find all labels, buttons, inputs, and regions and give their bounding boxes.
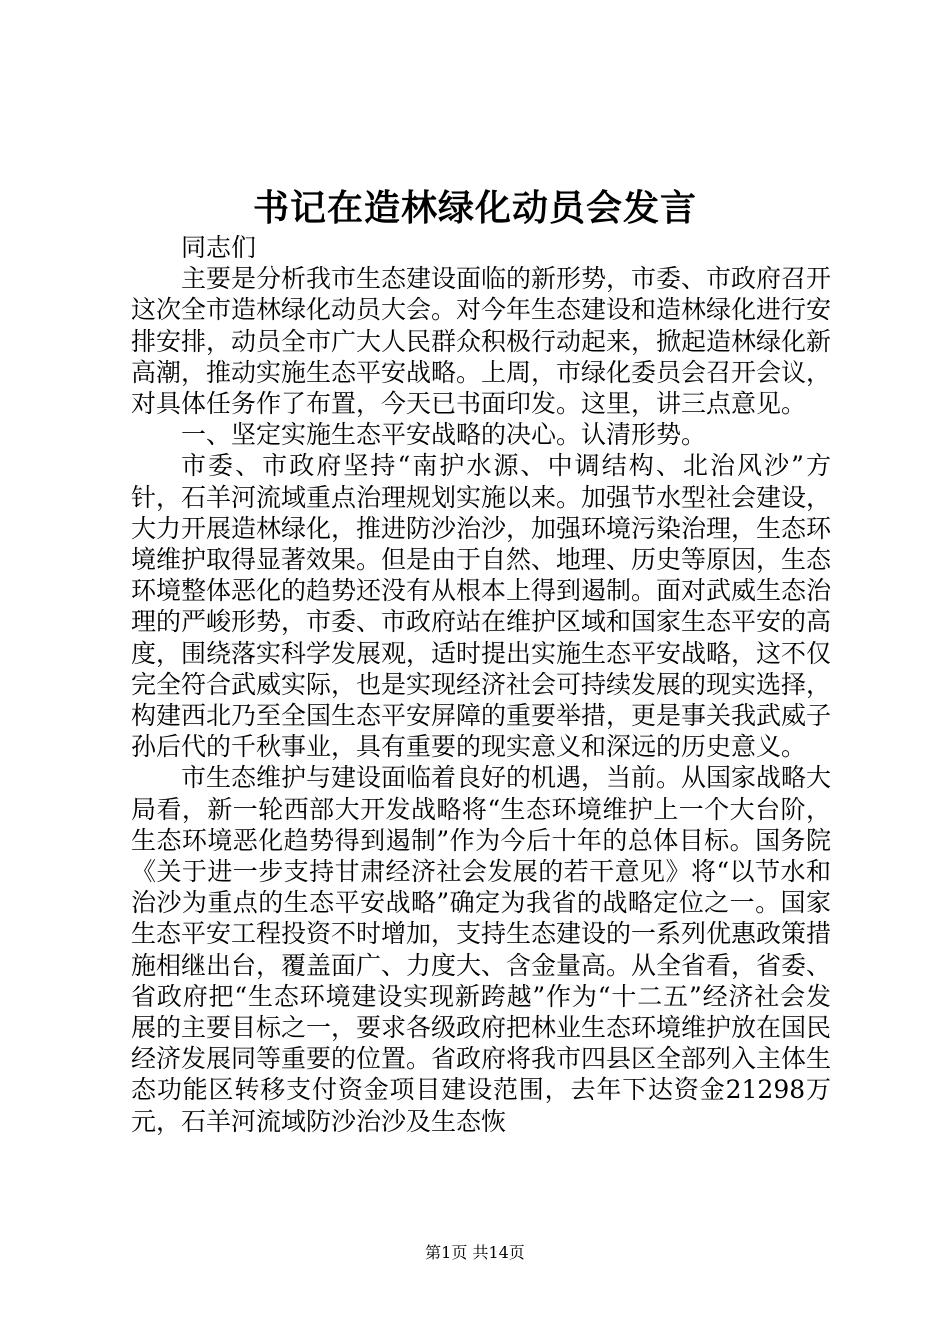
document-body — [131, 232, 831, 1137]
body-paragraph: 市生态维护与建设面临着良好的机遇，当前。从国家战略大局看，新一轮西部大开发战略将“生态环境维护上一个大台阶，生态环境恶化趋势得到遏制”作为今后十年的总体目标。国务院《关于进一步支持甘肃经济社会发展的若干意见》将“以节水和治沙为重点的生态平安战略”确定为我省的战略定位之一。国家生态平安工程投资不时增加，支持生态建设的一系列优惠政策措施相继出台，覆盖面广、力度大、含金量高。从全省看，省委、省政府把“生态环境建设实现新跨越”作为“十二五”经济社会发展的主要目标之一，要求各级政府把林业生态环境维护放在国民经济发展同等重要的位置。省政府将我市四县区全部列入主体生态功能区转移支付资金项目建设范围，去年下达资金21298万元，石羊河流域防沙治沙及生态恢 — [131, 763, 832, 1136]
salutation-paragraph: 同志们 — [181, 233, 257, 262]
document-title: 书记在造林绿化动员会发言 — [252, 187, 697, 229]
page-number-footer: 第1页 共14页 — [425, 1243, 525, 1262]
section-heading-paragraph: 一、坚定实施生态平安战略的决心。认清形势。 — [181, 420, 707, 450]
body-paragraph: 市委、市政府坚持“南护水源、中调结构、北治风沙”方针，石羊河流域重点治理规划实施以来。加强节水型社会建设，大力开展造林绿化，推进防沙治沙，加强环境污染治理，生态环境维护取得显著效果。但是由于自然、地理、历史等原因，生态环境整体恶化的趋势还没有从根本上得到遏制。面对武威生态治理的严峻形势，市委、市政府站在维护区域和国家生态平安的高度，围绕落实科学发展观，适时提出实施生态平安战略，这不仅完全符合武威实际，也是实现经济社会可持续发展的现实选择，构建西北乃至全国生态平安屏障的重要举措，更是事关我武威子孙后代的千秋事业，具有重要的现实意义和深远的历史意义。 — [131, 451, 832, 762]
intro-paragraph: 主要是分析我市生态建设面临的新形势，市委、市政府召开这次全市造林绿化动员大会。对今年生态建设和造林绿化进行安排安排，动员全市广大人民群众积极行动起来，掀起造林绿化新高潮，推动实施生态平安战略。上周，市绿化委员会召开会议，对具体任务作了布置，今天已书面印发。这里，讲三点意见。 — [131, 264, 832, 419]
